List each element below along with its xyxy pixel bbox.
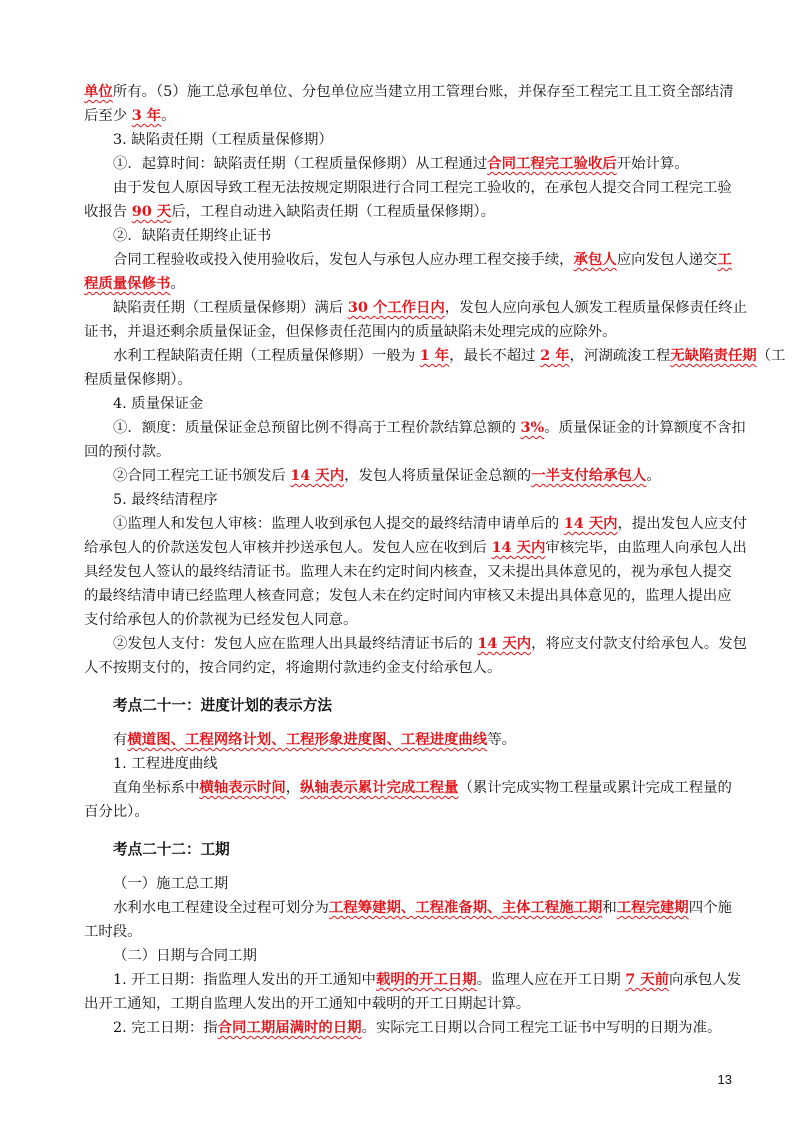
key-term: 14 天内 bbox=[290, 467, 345, 484]
text-run: 。实际完工日期以合同工程完工证书中写明的日期为准。 bbox=[361, 1020, 722, 1036]
text-run: ①．额度：质量保证金总预留比例不得高于工程价款结算总额的 bbox=[113, 420, 521, 436]
text-line bbox=[84, 392, 736, 416]
text-line bbox=[84, 440, 736, 464]
text-run: 4. 质量保证金 bbox=[113, 396, 204, 412]
text-run: 回的预付款。 bbox=[84, 444, 171, 460]
text-run: 缺陷责任期（工程质量保修期）满后 bbox=[113, 300, 348, 316]
text-line bbox=[84, 896, 736, 920]
key-term: 工程筹建期、工程准备期、主体工程施工期 bbox=[328, 899, 603, 916]
key-term: 载明的开工日期 bbox=[375, 971, 477, 988]
text-run: ②发包人支付：发包人应在监理人出具最终结清证书后的 bbox=[113, 636, 478, 652]
text-line bbox=[84, 632, 748, 656]
text-line bbox=[84, 368, 736, 392]
text-run: 考点二十二：工期 bbox=[113, 841, 230, 858]
key-term: 2 年 bbox=[540, 347, 570, 364]
section-heading bbox=[84, 694, 736, 718]
text-line bbox=[84, 128, 736, 152]
text-run: 支付给承包人的价款视为已经发包人同意。 bbox=[84, 612, 358, 628]
text-run: 。 bbox=[170, 276, 185, 292]
text-line bbox=[84, 296, 748, 320]
text-run: ，最长不超过 bbox=[449, 348, 541, 364]
text-run: 人不按期支付的，按合同约定，将逾期付款违约金支付给承包人。 bbox=[84, 660, 502, 676]
text-run: 审核完毕，由监理人向承包人出 bbox=[545, 540, 747, 556]
key-term: 3 年 bbox=[131, 107, 162, 124]
text-line bbox=[84, 608, 736, 632]
text-line bbox=[84, 728, 736, 752]
text-run: 和 bbox=[602, 900, 617, 916]
text-run: （工 bbox=[756, 348, 786, 364]
text-line bbox=[84, 752, 736, 776]
spacer bbox=[84, 718, 736, 728]
text-run: 水利工程缺陷责任期（工程质量保修期）一般为 bbox=[113, 348, 420, 364]
text-run: 给承包人的价款送发包人审核并抄送承包人。发包人应在收到后 bbox=[84, 540, 492, 556]
text-run: 程质量保修期）。 bbox=[84, 372, 192, 388]
text-run: （累计完成实物工程量或累计完成工程量的 bbox=[458, 780, 732, 796]
text-run: 1. 开工日期：指监理人发出的开工通知中 bbox=[113, 972, 376, 988]
text-run: 出开工通知，工期自监理人发出的开工通知中载明的开工日期起计算。 bbox=[84, 996, 531, 1012]
text-run: ②合同工程完工证书颁发后 bbox=[113, 468, 291, 484]
text-line bbox=[84, 776, 736, 800]
text-line bbox=[84, 152, 736, 176]
text-run: ，河湖疏浚工程 bbox=[569, 348, 671, 364]
text-run: ，发包人将质量保证金总额的 bbox=[344, 468, 532, 484]
spacer bbox=[84, 824, 736, 838]
text-line bbox=[84, 272, 736, 296]
text-run: 开始计算。 bbox=[616, 156, 689, 172]
text-line bbox=[84, 344, 786, 368]
key-term: 7 天前 bbox=[625, 971, 669, 988]
text-run: 直角坐标系中 bbox=[113, 780, 200, 796]
text-run: 2. 完工日期：指 bbox=[113, 1020, 218, 1036]
text-run: 收报告 bbox=[84, 204, 132, 220]
key-term: 横轴表示时间 bbox=[199, 779, 286, 796]
key-term: 无缺陷责任期 bbox=[670, 347, 757, 364]
text-run: 后，工程自动进入缺陷责任期（工程质量保修期）。 bbox=[171, 204, 495, 220]
text-line bbox=[84, 512, 748, 536]
text-line bbox=[84, 656, 736, 680]
text-run: 证书，并退还剩余质量保证金，但保修责任范围内的质量缺陷未处理完成的应除外。 bbox=[84, 324, 617, 340]
key-term: 横道图、工程网络计划、工程形象进度图、工程进度曲线 bbox=[127, 731, 488, 748]
text-run: 应向发包人递交 bbox=[616, 252, 718, 268]
key-term: 纵轴表示累计完成工程量 bbox=[300, 779, 459, 796]
key-term: 14 天内 bbox=[491, 539, 546, 556]
text-run: ，将应支付款支付给承包人。发包 bbox=[531, 636, 748, 652]
text-run: 考点二十一：进度计划的表示方法 bbox=[113, 697, 332, 714]
key-term: 合同工期届满时的日期 bbox=[217, 1019, 362, 1036]
key-term: 工 bbox=[717, 251, 732, 268]
text-line bbox=[84, 248, 736, 272]
text-run: 。监理人应在开工日期 bbox=[476, 972, 626, 988]
text-line bbox=[84, 416, 746, 440]
text-run: ，发包人应向承包人颁发工程质量保修责任终止 bbox=[444, 300, 748, 316]
text-run: 等。 bbox=[487, 732, 516, 748]
text-run: 向承包人发 bbox=[669, 972, 741, 988]
text-run: 由于发包人原因导致工程无法按规定期限进行合同工程完工验收的，在承包人提交合同工程完工验 bbox=[113, 180, 732, 196]
text-line bbox=[84, 920, 736, 944]
key-term: 承包人 bbox=[573, 251, 617, 268]
text-run: （二）日期与合同工期 bbox=[113, 948, 257, 964]
text-line bbox=[84, 104, 736, 128]
text-line bbox=[84, 800, 736, 824]
text-run: 3. 缺陷责任期（工程质量保修期） bbox=[113, 132, 333, 148]
text-line bbox=[84, 80, 736, 104]
text-run: 四个施 bbox=[688, 900, 732, 916]
key-term: 3% bbox=[520, 419, 545, 436]
text-run: 。质量保证金的计算额度不含扣 bbox=[544, 420, 746, 436]
key-term: 工程完建期 bbox=[616, 899, 689, 916]
text-run: 工时段。 bbox=[84, 924, 142, 940]
key-term: 单位 bbox=[84, 83, 113, 100]
text-line bbox=[84, 536, 747, 560]
key-term: 90 天 bbox=[131, 203, 172, 220]
text-run: ①监理人和发包人审核：监理人收到承包人提交的最终结清申请单后的 bbox=[113, 516, 564, 532]
text-line bbox=[84, 560, 736, 584]
text-line bbox=[84, 1016, 736, 1040]
text-run: 1. 工程进度曲线 bbox=[113, 756, 218, 772]
text-line bbox=[84, 872, 736, 896]
document-body bbox=[84, 80, 786, 1040]
text-line bbox=[84, 968, 741, 992]
text-run: 合同工程验收或投入使用验收后，发包人与承包人应办理工程交接手续， bbox=[113, 252, 574, 268]
page-number: 13 bbox=[717, 1072, 732, 1087]
text-line bbox=[84, 320, 736, 344]
text-line bbox=[84, 944, 736, 968]
section-heading bbox=[84, 838, 736, 862]
spacer bbox=[84, 862, 736, 872]
key-term: 合同工程完工验收后 bbox=[487, 155, 617, 172]
text-run: 所有。（5）施工总承包单位、分包单位应当建立用工管理台账，并保存至工程完工且工资全部结清 bbox=[112, 84, 734, 100]
text-line bbox=[84, 224, 736, 248]
text-line bbox=[84, 176, 736, 200]
text-line bbox=[84, 992, 736, 1016]
text-line bbox=[84, 464, 736, 488]
text-line bbox=[84, 584, 736, 608]
text-run: ②．缺陷责任期终止证书 bbox=[113, 228, 272, 244]
text-run: 5. 最终结清程序 bbox=[113, 492, 218, 508]
text-run: 。 bbox=[161, 108, 176, 124]
text-run: 有 bbox=[113, 732, 128, 748]
text-run: 后至少 bbox=[84, 108, 132, 124]
text-line bbox=[84, 488, 736, 512]
spacer bbox=[84, 680, 736, 694]
text-run: （一）施工总工期 bbox=[113, 876, 229, 892]
key-term: 1 年 bbox=[419, 347, 450, 364]
text-run: 的最终结清申请已经监理人核查同意；发包人未在约定时间内审核又未提出具体意见的，监理人提出应 bbox=[84, 588, 732, 604]
key-term: 程质量保修书 bbox=[84, 275, 171, 292]
text-run: ①．起算时间：缺陷责任期（工程质量保修期）从工程通过 bbox=[113, 156, 488, 172]
key-term: 30 个工作日内 bbox=[347, 299, 445, 316]
text-run: 。 bbox=[646, 468, 661, 484]
text-run: 水利水电工程建设全过程可划分为 bbox=[113, 900, 329, 916]
text-run: 具经发包人签认的最终结清证书。监理人未在约定时间内核查，又未提出具体意见的，视为承包人提交 bbox=[84, 564, 732, 580]
key-term: 14 天内 bbox=[477, 635, 532, 652]
key-term: 一半支付给承包人 bbox=[531, 467, 647, 484]
key-term: 14 天内 bbox=[563, 515, 618, 532]
text-run: ，提出发包人应支付 bbox=[617, 516, 748, 532]
text-line bbox=[84, 200, 736, 224]
text-run: ， bbox=[285, 780, 301, 796]
text-run: 百分比）。 bbox=[84, 804, 149, 820]
